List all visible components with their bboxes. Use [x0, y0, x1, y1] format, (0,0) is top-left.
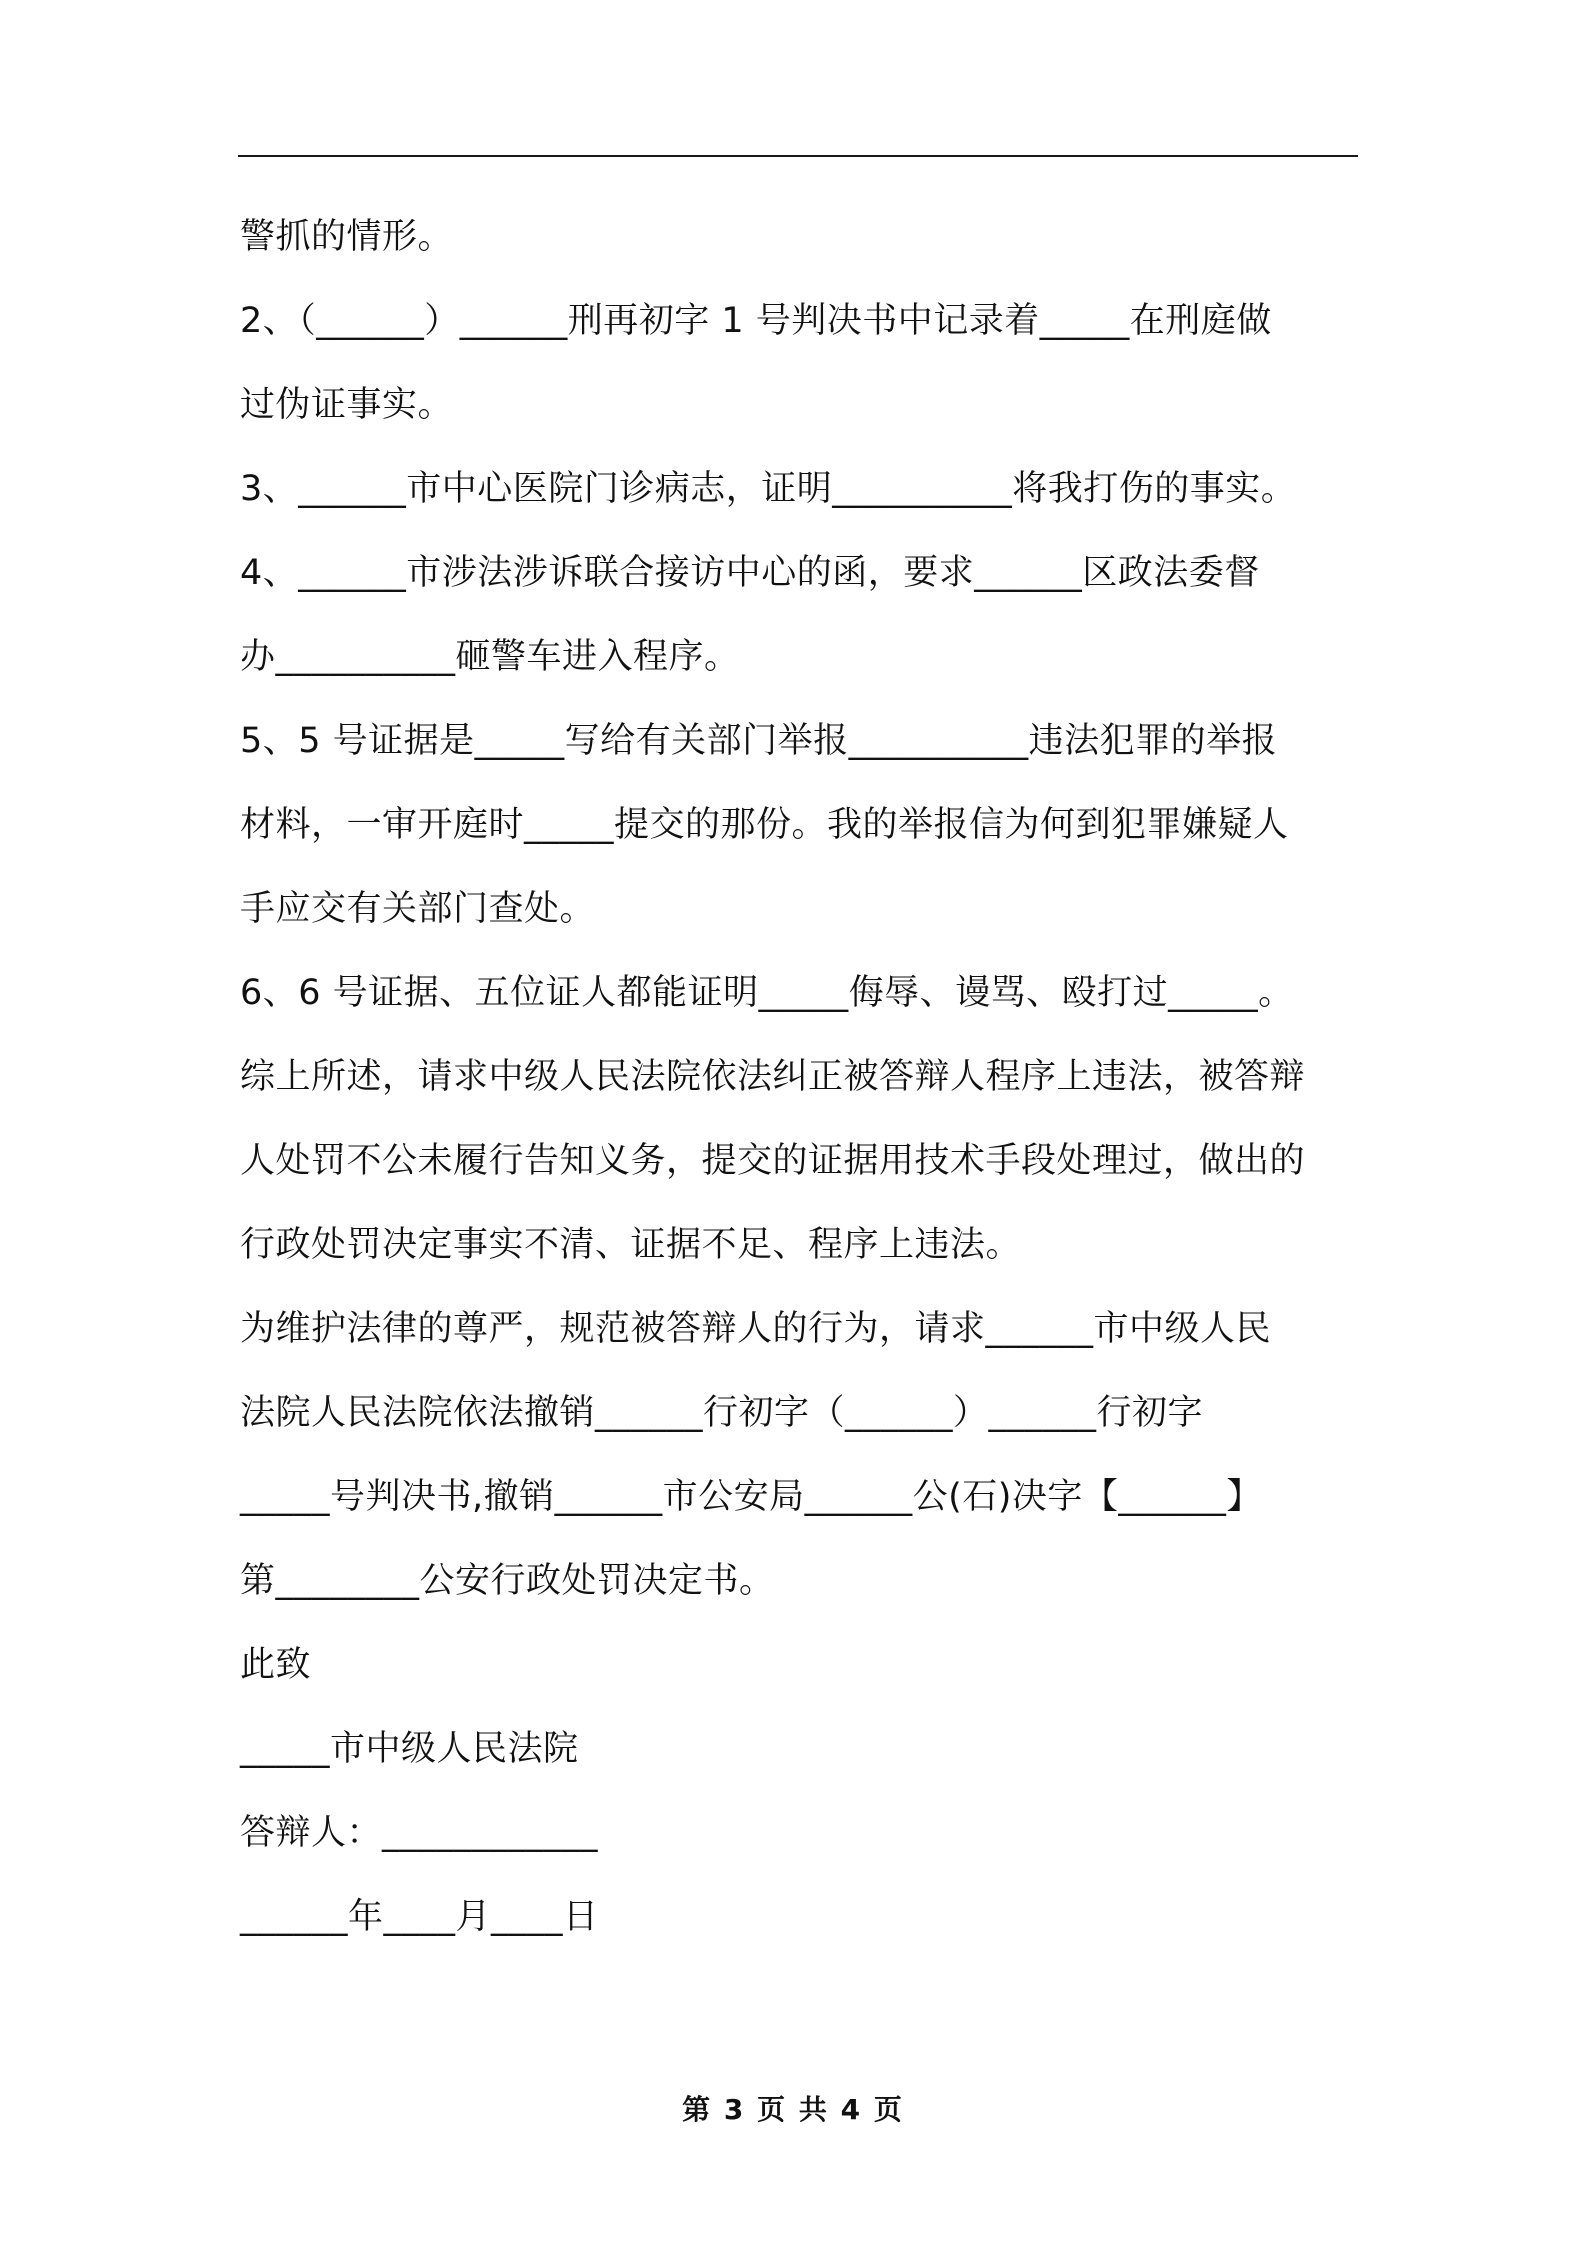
text-line: 警抓的情形。 — [240, 217, 454, 257]
text-line: 6、6 号证据、五位证人都能证明_____侮辱、谩骂、殴打过_____。 — [240, 973, 1294, 1013]
text-line: 此致 — [240, 1645, 312, 1685]
text-line: 4、______市涉法涉诉联合接访中心的函，要求______区政法委督 — [240, 553, 1260, 593]
document-body — [240, 195, 1360, 1959]
text-line: 3、______市中心医院门诊病志，证明__________将我打伤的事实。 — [240, 469, 1297, 509]
text-line: 综上所述，请求中级人民法院依法纠正被答辩人程序上违法，被答辩 — [240, 1057, 1306, 1097]
text-line: 办__________砸警车进入程序。 — [240, 637, 740, 677]
text-line: 5、5 号证据是_____写给有关部门举报__________违法犯罪的举报 — [240, 721, 1278, 761]
text-line: 过伪证事实。 — [240, 385, 454, 425]
text-line: 手应交有关部门查处。 — [240, 889, 596, 929]
header-rule — [238, 155, 1358, 157]
text-line: _____市中级人民法院 — [240, 1729, 579, 1769]
text-line: 人处罚不公未履行告知义务，提交的证据用技术手段处理过，做出的 — [240, 1141, 1306, 1181]
text-line: 法院人民法院依法撤销______行初字（______）______行初字 — [240, 1393, 1204, 1433]
text-line: 为维护法律的尊严，规范被答辩人的行为，请求______市中级人民 — [240, 1309, 1272, 1349]
text-line: 2、（______）______刑再初字 1 号判决书中记录着_____在刑庭做 — [240, 301, 1272, 341]
text-line: 材料，一审开庭时_____提交的那份。我的举报信为何到犯罪嫌疑人 — [240, 805, 1289, 845]
text-line: ______年____月____日 — [240, 1897, 599, 1937]
text-line: _____号判决书,撤销______市公安局______公(石)决字【______】 — [240, 1477, 1262, 1517]
text-line: 答辩人：____________ — [240, 1813, 599, 1853]
text-line: 行政处罚决定事实不清、证据不足、程序上违法。 — [240, 1225, 1022, 1265]
text-line: 第________公安行政处罚决定书。 — [240, 1561, 775, 1601]
page-number: 第 3 页 共 4 页 — [682, 2093, 904, 2126]
